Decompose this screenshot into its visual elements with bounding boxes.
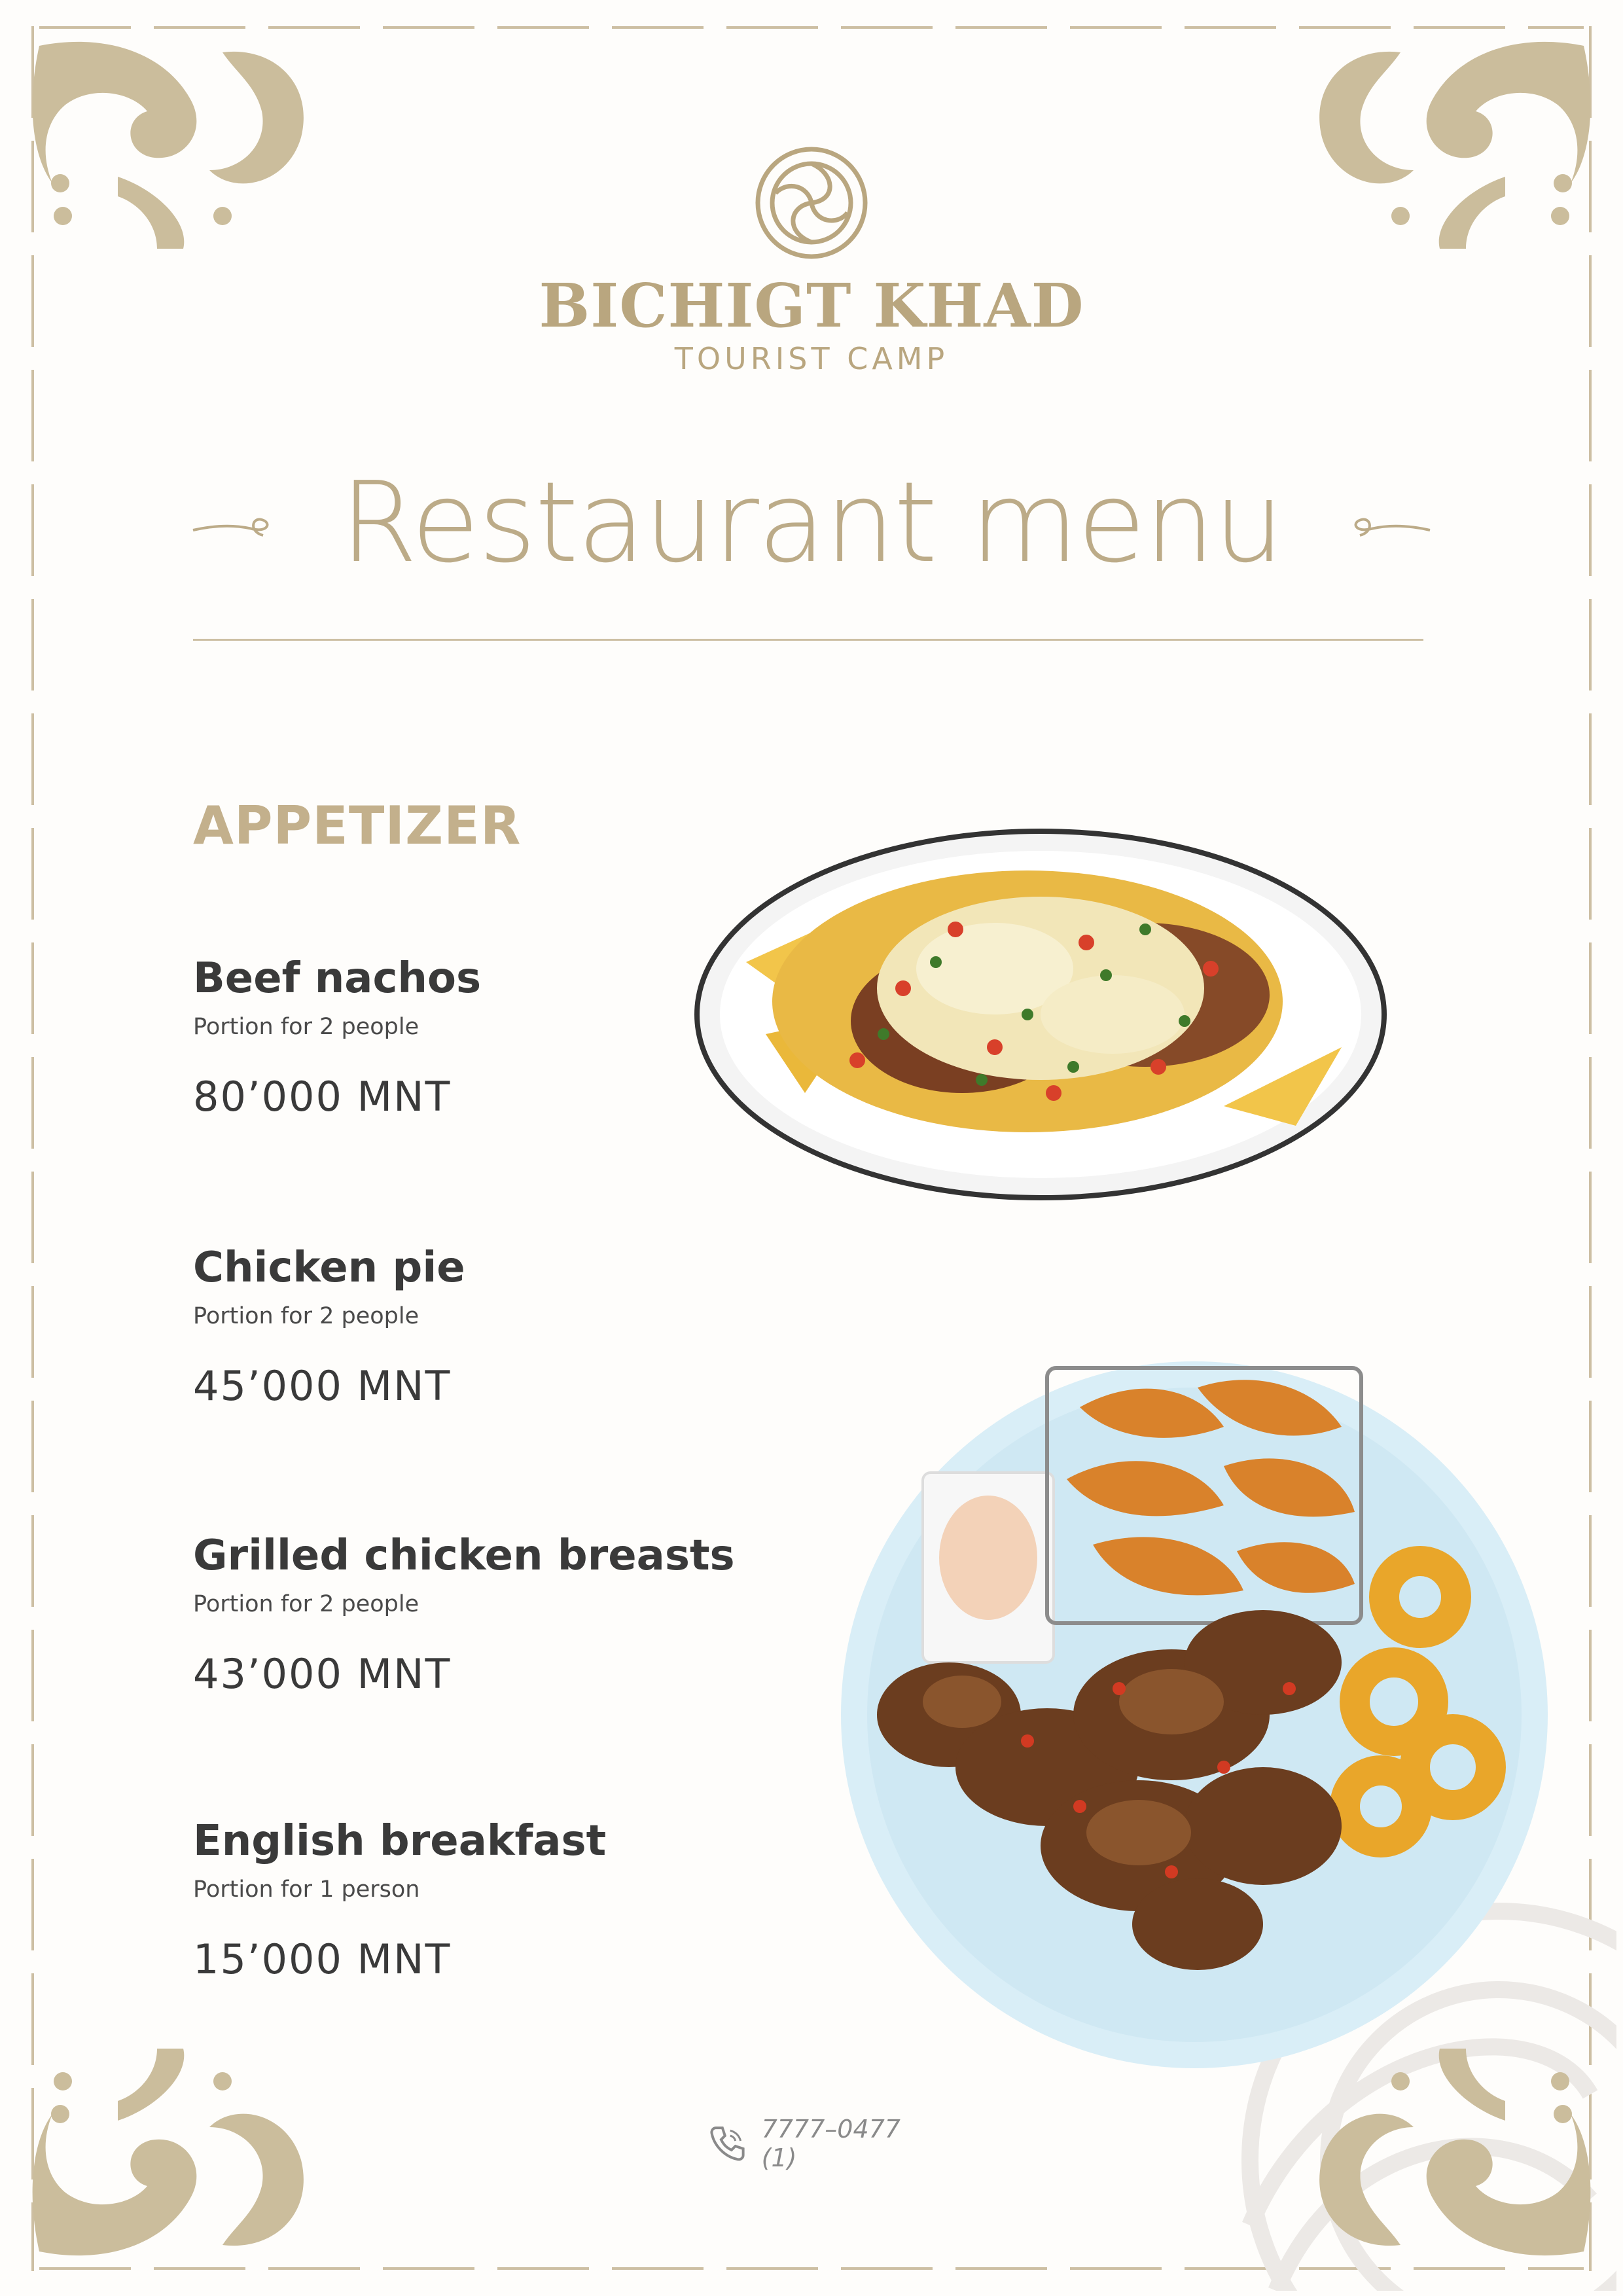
brand-logo: [0, 141, 1623, 376]
contact-phone[interactable]: [707, 2115, 942, 2172]
corner-ornament-bottom-right: [1309, 2049, 1597, 2271]
menu-item: [193, 1530, 834, 1698]
item-name: Beef nachos: [193, 954, 482, 1003]
phone-icon: [707, 2123, 749, 2164]
brand-subtitle: TOURIST CAMP: [674, 341, 949, 376]
flourish-right-icon: [1348, 511, 1433, 543]
item-name: Chicken pie: [193, 1244, 465, 1292]
item-price: 15’000 MNT: [193, 1935, 452, 1983]
item-price: 80’000 MNT: [193, 1073, 452, 1121]
item-name: Grilled chicken breasts: [193, 1532, 735, 1580]
phone-number: 7777–0477 (1): [761, 2115, 901, 2172]
item-price: 45’000 MNT: [193, 1362, 452, 1410]
item-name: English breakfast: [193, 1817, 607, 1865]
item-portion: Portion for 2 people: [193, 1591, 419, 1617]
chicken-wings-photo: [831, 1348, 1558, 2075]
item-portion: Portion for 2 people: [193, 1303, 419, 1329]
title-divider: [193, 639, 1423, 641]
page-title: Restaurant menu: [340, 458, 1283, 588]
menu-item: [193, 1242, 834, 1410]
nachos-photo: [687, 798, 1387, 1204]
menu-item: [193, 1815, 834, 1984]
section-heading: APPETIZER: [193, 795, 522, 856]
item-portion: Portion for 1 person: [193, 1876, 420, 1903]
emblem-icon: [749, 141, 874, 265]
item-price: 43’000 MNT: [193, 1650, 452, 1698]
brand-name: BICHIGT KHAD: [539, 270, 1084, 341]
corner-ornament-bottom-left: [26, 2049, 314, 2271]
item-portion: Portion for 2 people: [193, 1014, 419, 1040]
